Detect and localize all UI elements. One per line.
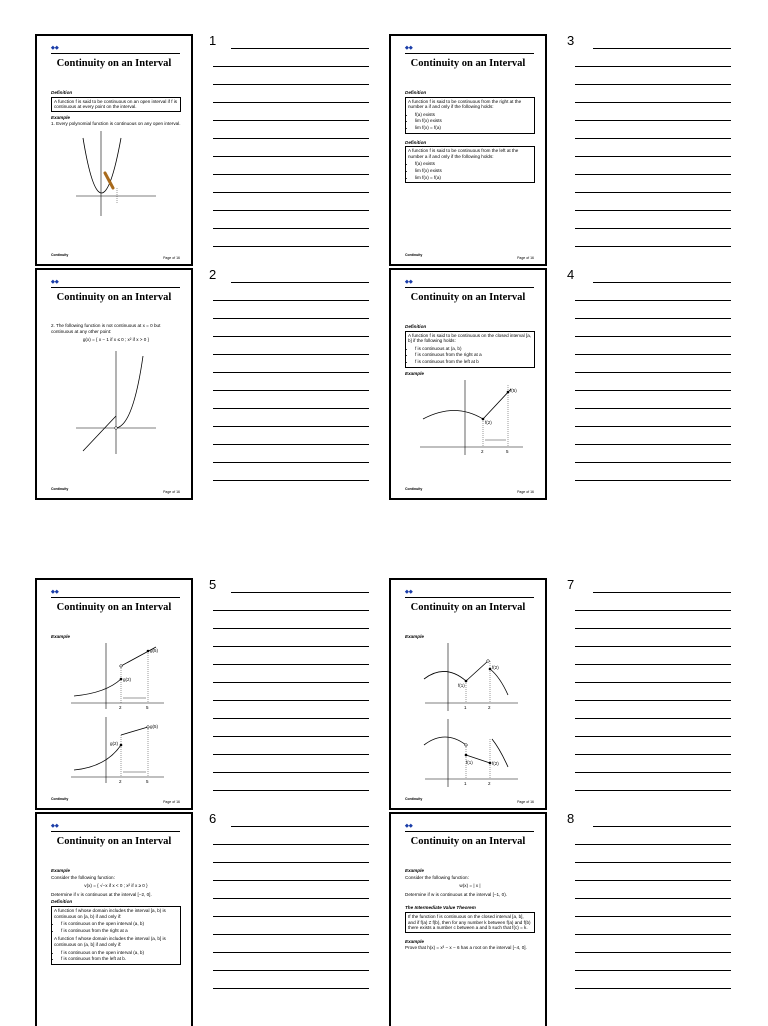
label-fb: f(2) (492, 664, 499, 670)
tick-b: 2 (488, 780, 491, 786)
condition-item: • lim f(x) = f(a) (415, 175, 532, 181)
definition-box-right (405, 97, 535, 134)
definition-heading: Definition (51, 90, 73, 95)
question-text: Determine if w is continuous at the interval [−1, 0). (405, 891, 508, 897)
note-line[interactable] (575, 718, 731, 719)
note-line[interactable] (213, 988, 369, 989)
header-rule (51, 597, 180, 598)
piecewise-formula: v(x) = { √−x if x < 0 ; x² if x ≥ 0 } (84, 883, 148, 889)
condition-item: • lim f(x) exists (415, 168, 532, 174)
note-line[interactable] (213, 66, 369, 67)
parabola-graph (71, 128, 161, 218)
condition-item: • f is continuous at (a, b) (415, 346, 532, 352)
header-rule (51, 287, 180, 288)
slide-body (405, 88, 535, 186)
note-line[interactable] (575, 462, 731, 463)
slide-title: Continuity on an Interval (56, 836, 172, 847)
label-fb: f(2) (492, 760, 499, 766)
definition-box: A function f is said to be continuous on an open interval if f is continuous at every point on the interval. (51, 97, 181, 112)
logo: ◆◆ (405, 589, 413, 595)
note-number-3: 3 (567, 33, 575, 48)
note-line[interactable] (213, 390, 369, 391)
note-line[interactable] (575, 444, 731, 445)
note-line[interactable] (575, 646, 731, 647)
note-line[interactable] (575, 682, 731, 683)
header-rule (405, 831, 534, 832)
footer-left: Continuity (405, 487, 423, 491)
note-line[interactable] (575, 880, 731, 881)
interval-graph-1 (420, 641, 520, 713)
interval-graph-2 (420, 717, 520, 789)
tick-a: 2 (481, 449, 484, 455)
example-heading: Example (51, 634, 70, 639)
logo: ◆◆ (405, 823, 413, 829)
example-heading: Example (51, 868, 70, 873)
logo: ◆◆ (51, 279, 59, 285)
note-line[interactable] (575, 700, 731, 701)
note-line[interactable] (213, 120, 369, 121)
header-rule (405, 597, 534, 598)
note-line[interactable] (213, 880, 369, 881)
note-line[interactable] (213, 210, 369, 211)
slide-title: Continuity on an Interval (56, 602, 172, 613)
footer-left: Continuity (51, 797, 69, 801)
example-text: Consider the following function: (51, 874, 115, 880)
note-line[interactable] (213, 444, 369, 445)
definition-box (51, 906, 181, 965)
half-open-graph-2 (66, 715, 166, 785)
condition-item: • f(a) exists (415, 112, 532, 118)
note-line[interactable] (213, 862, 369, 863)
tick-a: 2 (119, 778, 122, 784)
condition-item: • f is continuous from the right at a (61, 928, 178, 934)
note-line[interactable] (213, 916, 369, 917)
note-number-8: 8 (567, 811, 575, 826)
label-ga: g(2) (110, 740, 119, 746)
label-fa: f(2) (485, 420, 492, 426)
note-line[interactable] (213, 354, 369, 355)
condition-item: • f is continuous from the right at a (415, 352, 532, 358)
ivt-heading: The Intermediate Value Theorem (405, 905, 476, 911)
note-line[interactable] (213, 300, 369, 301)
tick-a: 1 (464, 780, 467, 786)
definition-heading: Definition (405, 324, 427, 329)
note-line[interactable] (575, 156, 731, 157)
note-number-4: 4 (567, 267, 575, 282)
definition-text: A function f whose domain includes the interval [a, b) is continuous on [a, b) if and only if: (54, 907, 166, 919)
header-rule (51, 831, 180, 832)
note-line[interactable] (213, 174, 369, 175)
half-open-graph-1 (66, 641, 166, 711)
slide-title: Continuity on an Interval (410, 292, 526, 303)
label-fb: f(5) (510, 388, 517, 394)
label-fa: f(1) (466, 759, 473, 765)
definition-heading: Definition (405, 90, 427, 95)
example-heading: Example (405, 370, 424, 376)
note-line[interactable] (213, 426, 369, 427)
note-line[interactable] (575, 138, 731, 139)
condition-item: • f(a) exists (415, 161, 532, 167)
note-line[interactable] (213, 462, 369, 463)
note-line[interactable] (213, 372, 369, 373)
note-line[interactable] (213, 934, 369, 935)
slide-title: Continuity on an Interval (410, 836, 526, 847)
condition-item: • lim f(x) exists (415, 118, 532, 124)
label-fa: f(1) (458, 682, 465, 688)
tick-a: 2 (119, 704, 122, 710)
logo: ◆◆ (51, 823, 59, 829)
condition-item: • f is continuous from the left at b (415, 359, 532, 365)
slide-body (51, 632, 181, 785)
note-line[interactable] (575, 102, 731, 103)
slide-3 (389, 34, 547, 266)
logo: ◆◆ (51, 589, 59, 595)
note-line[interactable] (575, 408, 731, 409)
example-heading: Example (405, 634, 424, 639)
slide-text: 2. The following function is not continuous at x = 0 but continuous at any other point: (51, 323, 161, 334)
example-text: Prove that h(x) = x³ − x − 6 has a root on the interval [−4, 0]. (405, 945, 527, 951)
note-number-1: 1 (209, 33, 217, 48)
definition-box (405, 331, 535, 368)
note-line[interactable] (231, 282, 369, 283)
label-ga: g(2) (123, 676, 132, 682)
note-line[interactable] (575, 988, 731, 989)
slide-body (405, 866, 535, 952)
note-line[interactable] (575, 736, 731, 737)
note-number-6: 6 (209, 811, 217, 826)
note-line[interactable] (213, 718, 369, 719)
footer-left: Continuity (51, 253, 69, 257)
note-line[interactable] (213, 898, 369, 899)
question-text: Determine if v is continuous at the interval [−2, 0]. (51, 891, 152, 897)
slide-4 (389, 268, 547, 500)
definition-box-left (405, 146, 535, 183)
note-line[interactable] (575, 318, 731, 319)
slide-1 (35, 34, 193, 266)
note-line[interactable] (213, 408, 369, 409)
note-line[interactable] (213, 646, 369, 647)
note-line[interactable] (575, 336, 731, 337)
footer-right: Page of 16 (163, 490, 180, 494)
note-line[interactable] (575, 66, 731, 67)
slide-title: Continuity on an Interval (56, 292, 172, 303)
example-text: 1. Every polynomial function is continuous on any open interval. (51, 121, 181, 127)
note-line[interactable] (575, 934, 731, 935)
note-line[interactable] (213, 480, 369, 481)
note-line[interactable] (575, 246, 731, 247)
note-line[interactable] (213, 318, 369, 319)
tick-b: 2 (488, 704, 491, 710)
note-line[interactable] (575, 84, 731, 85)
label-gb: g(5) (150, 647, 159, 653)
header-rule (51, 53, 180, 54)
note-line[interactable] (593, 592, 731, 593)
condition-item: • f is continuous on the open interval (a, b) (61, 950, 178, 956)
tick-b: 5 (146, 778, 149, 784)
slide-body (51, 322, 181, 456)
slide-title: Continuity on an Interval (410, 58, 526, 69)
note-line[interactable] (575, 300, 731, 301)
example-heading: Example (405, 938, 424, 944)
slide-title: Continuity on an Interval (56, 58, 172, 69)
note-line[interactable] (593, 826, 731, 827)
note-line[interactable] (575, 916, 731, 917)
slide-7 (389, 578, 547, 810)
note-line[interactable] (575, 372, 731, 373)
definition-heading: Definition (51, 899, 73, 905)
slide-body (405, 632, 535, 789)
footer-left: Continuity (405, 253, 423, 257)
note-number-7: 7 (567, 577, 575, 592)
note-line[interactable] (575, 210, 731, 211)
note-line[interactable] (213, 192, 369, 193)
note-line[interactable] (593, 282, 731, 283)
note-line[interactable] (575, 898, 731, 899)
note-line[interactable] (213, 336, 369, 337)
slide-body (405, 322, 535, 457)
note-line[interactable] (575, 970, 731, 971)
note-line[interactable] (593, 48, 731, 49)
slide-title: Continuity on an Interval (410, 602, 526, 613)
note-line[interactable] (575, 754, 731, 755)
note-line[interactable] (213, 156, 369, 157)
note-line[interactable] (575, 664, 731, 665)
note-line[interactable] (213, 952, 369, 953)
tick-b: 5 (506, 449, 509, 455)
header-rule (405, 53, 534, 54)
note-line[interactable] (213, 628, 369, 629)
note-line[interactable] (213, 754, 369, 755)
piecewise-formula: g(x) = { x − 1 if x ≤ 0 ; x² if x > 0 } (82, 337, 150, 343)
note-line[interactable] (575, 192, 731, 193)
note-line[interactable] (213, 844, 369, 845)
note-line[interactable] (213, 682, 369, 683)
footer-left: Continuity (405, 797, 423, 801)
definition-text: A function f whose domain includes the interval (a, b] is continuous on (a, b] if and only if: (54, 936, 166, 947)
condition-item: • lim f(x) = f(a) (415, 125, 532, 131)
note-line[interactable] (213, 102, 369, 103)
label-gb: g(5) (150, 723, 159, 729)
footer-right: Page of 16 (517, 490, 534, 494)
ivt-box: If the function f is continuous on the closed interval [a, b], and if f(a) ≠ f(b), then for any number k between f(a) and f(b) there exists a number c between a and b such that f(c) = k. (405, 912, 535, 933)
note-line[interactable] (575, 772, 731, 773)
note-line[interactable] (575, 390, 731, 391)
condition-item: • f is continuous from the left at b. (61, 956, 178, 962)
note-line[interactable] (213, 138, 369, 139)
closed-interval-graph (415, 377, 525, 457)
note-line[interactable] (213, 772, 369, 773)
note-line[interactable] (213, 700, 369, 701)
corner-label (179, 46, 180, 51)
note-line[interactable] (213, 84, 369, 85)
example-heading: Example (405, 868, 424, 873)
slide-body (51, 866, 181, 968)
note-line[interactable] (213, 610, 369, 611)
note-line[interactable] (575, 174, 731, 175)
slide-8 (389, 812, 547, 1026)
note-line[interactable] (213, 664, 369, 665)
tick-b: 5 (146, 704, 149, 710)
example-heading: Example (51, 114, 70, 120)
note-line[interactable] (575, 354, 731, 355)
footer-right: Page of 16 (163, 800, 180, 804)
note-number-5: 5 (209, 577, 217, 592)
logo: ◆◆ (405, 279, 413, 285)
condition-item: • f is continuous on the open interval (a, b) (61, 921, 178, 927)
note-line[interactable] (575, 480, 731, 481)
note-line[interactable] (231, 826, 369, 827)
slide-6 (35, 812, 193, 1026)
formula: w(x) = | x | (459, 883, 481, 889)
footer-right: Page of 16 (517, 256, 534, 260)
definition-heading: Definition (405, 139, 427, 145)
note-line[interactable] (213, 970, 369, 971)
note-line[interactable] (575, 844, 731, 845)
note-line[interactable] (575, 952, 731, 953)
slide-5 (35, 578, 193, 810)
piecewise-graph (71, 346, 161, 456)
note-number-2: 2 (209, 267, 217, 282)
footer-right: Page of 16 (517, 800, 534, 804)
example-text: Consider the following function: (405, 874, 469, 880)
note-line[interactable] (213, 246, 369, 247)
note-line[interactable] (213, 790, 369, 791)
logo: ◆◆ (405, 45, 413, 51)
note-line[interactable] (213, 228, 369, 229)
logo: ◆◆ (51, 45, 59, 51)
header-rule (405, 287, 534, 288)
note-line[interactable] (575, 228, 731, 229)
note-line[interactable] (231, 48, 369, 49)
definition-text: A function f is said to be continuous from the left at the number a if and only if the following holds: (408, 148, 519, 159)
definition-text: A function f is said to be continuous on the closed interval [a, b] if the following holds: (408, 332, 532, 344)
note-line[interactable] (231, 592, 369, 593)
slide-body (51, 88, 181, 218)
note-line[interactable] (575, 628, 731, 629)
note-line[interactable] (575, 790, 731, 791)
definition-text: A function f is said to be continuous from the right at the number a if and only if the following holds: (408, 98, 522, 110)
note-line[interactable] (213, 736, 369, 737)
tick-a: 1 (464, 704, 467, 710)
footer-left: Continuity (51, 487, 69, 491)
slide-2 (35, 268, 193, 500)
note-line[interactable] (575, 426, 731, 427)
note-line[interactable] (575, 862, 731, 863)
footer-right: Page of 16 (163, 256, 180, 260)
note-line[interactable] (575, 120, 731, 121)
note-line[interactable] (575, 610, 731, 611)
